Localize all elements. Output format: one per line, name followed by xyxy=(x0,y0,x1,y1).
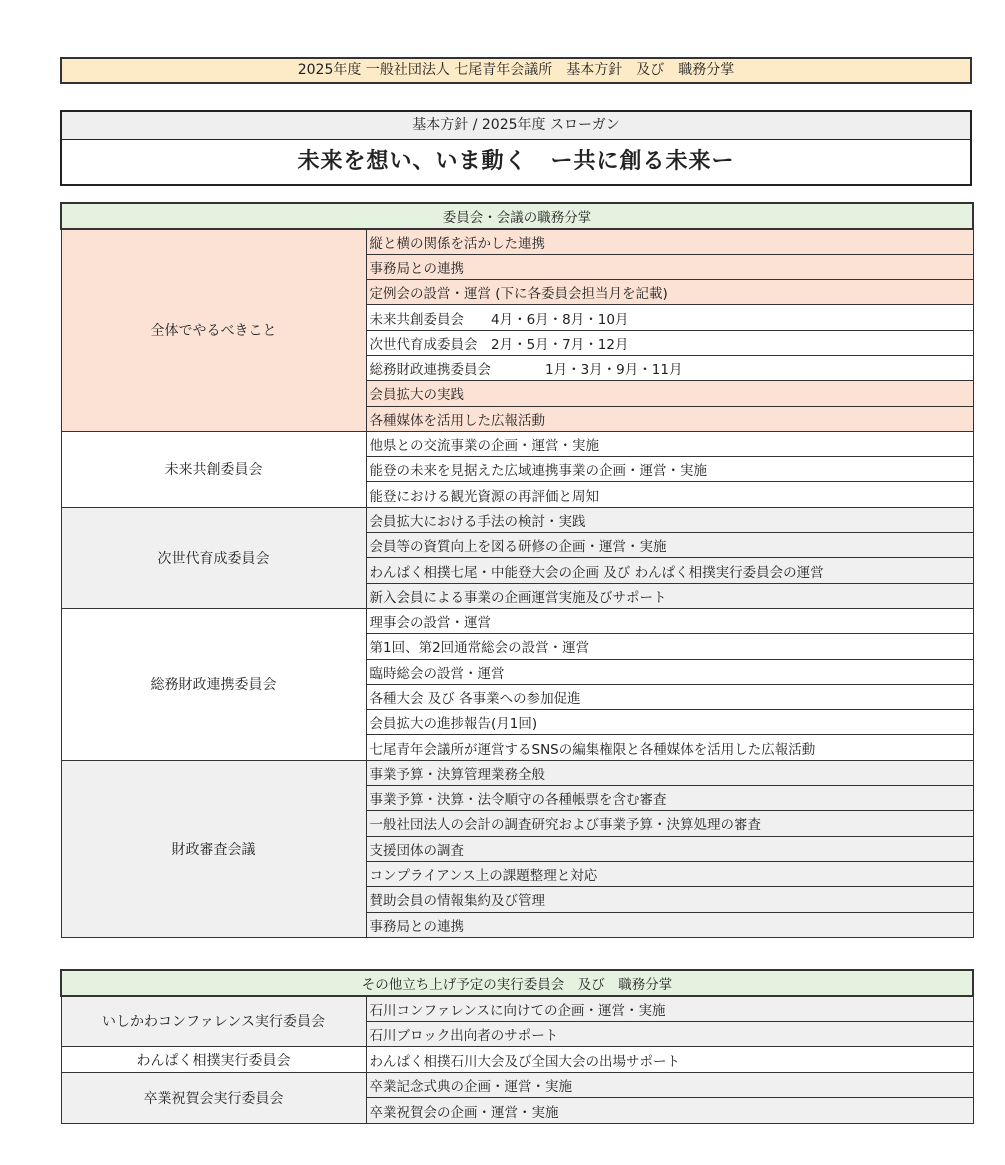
duty-item: 七尾青年会議所が運営するSNSの編集権限と各種媒体を活用した広報活動 xyxy=(366,735,973,760)
slogan-text: 未来を想い、いま動く ー共に創る未来ー xyxy=(297,149,735,174)
table-heading: 委員会・会議の職務分掌 xyxy=(61,203,973,229)
duty-item: わんぱく相撲石川大会及び全国大会の出場サポート xyxy=(366,1047,973,1073)
duty-item: 賛助会員の情報集約及び管理 xyxy=(366,887,973,912)
duty-item: 卒業祝賀会の企画・運営・実施 xyxy=(366,1098,973,1124)
duty-item: 能登の未来を見据えた広域連携事業の企画・運営・実施 xyxy=(366,457,973,482)
duty-item: 事務局との連携 xyxy=(366,254,973,279)
group-name-wanpaku: わんぱく相撲実行委員会 xyxy=(61,1047,366,1073)
duty-item: 総務財政連携委員会 1月・3月・9月・11月 xyxy=(366,355,973,380)
duty-item: 臨時総会の設営・運営 xyxy=(366,659,973,684)
group-name-conference: いしかわコンファレンス実行委員会 xyxy=(61,996,366,1047)
duty-item: 各種媒体を活用した広報活動 xyxy=(366,406,973,431)
duty-item: 能登における観光資源の再評価と周知 xyxy=(366,482,973,507)
group-name-zaisei: 財政審査会議 xyxy=(61,760,366,937)
duty-item: 事業予算・決算・法令順守の各種帳票を含む審査 xyxy=(366,786,973,811)
duty-item: 未来共創委員会 4月・6月・8月・10月 xyxy=(366,305,973,330)
duty-item: 第1回、第2回通常総会の設営・運営 xyxy=(366,634,973,659)
duty-item: 会員等の資質向上を図る研修の企画・運営・実施 xyxy=(366,533,973,558)
duty-item: 支援団体の調査 xyxy=(366,836,973,861)
group-name-jisedai: 次世代育成委員会 xyxy=(61,507,366,608)
duty-item: 会員拡大の実践 xyxy=(366,381,973,406)
group-name-all: 全体でやるべきこと xyxy=(61,229,366,431)
group-name-mirai: 未来共創委員会 xyxy=(61,431,366,507)
table-heading: その他立ち上げ予定の実行委員会 及び 職務分掌 xyxy=(61,970,973,996)
duty-item: 石川ブロック出向者のサポート xyxy=(366,1021,973,1047)
duty-item: 事務局との連携 xyxy=(366,912,973,937)
duty-item: 縦と横の関係を活かした連携 xyxy=(366,229,973,254)
duty-item: 会員拡大における手法の検討・実践 xyxy=(366,507,973,532)
duty-item: 新入会員による事業の企画運営実施及びサポート xyxy=(366,583,973,608)
committee-duties-table xyxy=(60,202,974,938)
duty-item: 会員拡大の進捗報告(月1回) xyxy=(366,710,973,735)
executive-committees-table xyxy=(60,969,974,1124)
group-name-graduation: 卒業祝賀会実行委員会 xyxy=(61,1072,366,1123)
duty-item: 次世代育成委員会 2月・5月・7月・12月 xyxy=(366,330,973,355)
duty-item: 定例会の設営・運営 (下に各委員会担当月を記載) xyxy=(366,280,973,305)
duty-item: 理事会の設営・運営 xyxy=(366,608,973,633)
slogan-heading: 基本方針 / 2025年度 スローガン xyxy=(62,112,970,140)
duty-item: 各種大会 及び 各事業への参加促進 xyxy=(366,684,973,709)
duty-item: 他県との交流事業の企画・運営・実施 xyxy=(366,431,973,456)
duty-item: 事業予算・決算管理業務全般 xyxy=(366,760,973,785)
slogan-panel xyxy=(60,110,972,186)
duty-item: 石川コンファレンスに向けての企画・運営・実施 xyxy=(366,996,973,1022)
duty-item: コンプライアンス上の課題整理と対応 xyxy=(366,861,973,886)
document-title: 2025年度 一般社団法人 七尾青年会議所 基本方針 及び 職務分掌 xyxy=(60,57,972,84)
duty-item: 一般社団法人の会計の調査研究および事業予算・決算処理の審査 xyxy=(366,811,973,836)
duty-item: 卒業記念式典の企画・運営・実施 xyxy=(366,1072,973,1098)
duty-item: わんぱく相撲七尾・中能登大会の企画 及び わんぱく相撲実行委員会の運営 xyxy=(366,558,973,583)
group-name-soumu: 総務財政連携委員会 xyxy=(61,608,366,760)
